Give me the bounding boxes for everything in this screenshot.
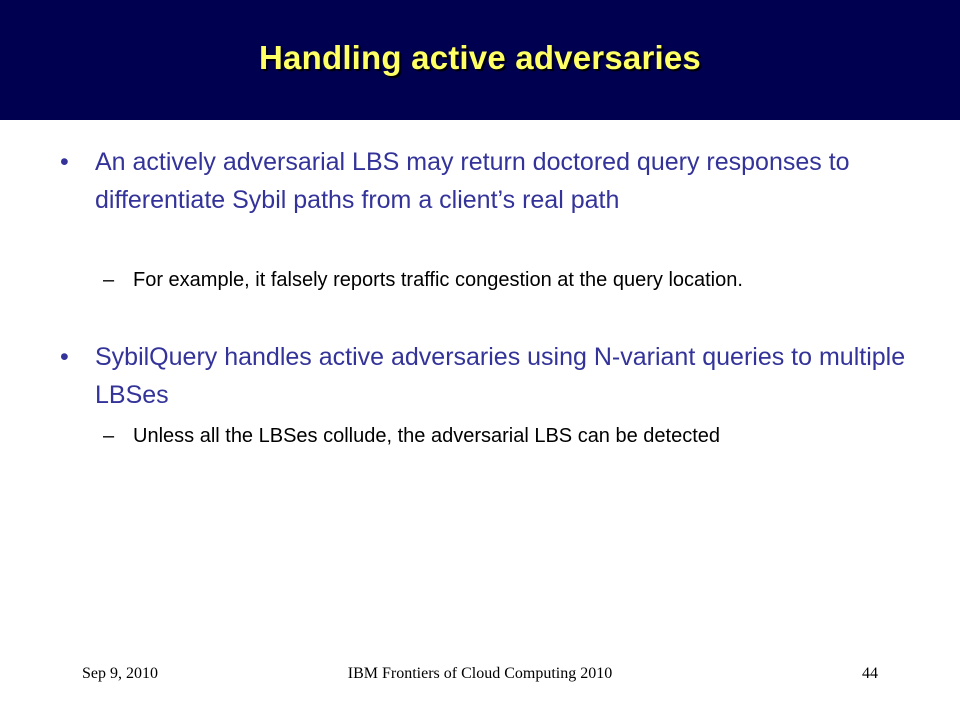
sub-bullet-1-text: For example, it falsely reports traffic congestion at the query location.: [133, 269, 743, 291]
bullet-2-text: SybilQuery handles active adversaries using N-variant queries to multiple LBSes: [95, 343, 906, 409]
page-number: 44: [862, 665, 878, 682]
footer-date: Sep 9, 2010: [82, 665, 158, 682]
bullet-1-text: An actively adversarial LBS may return doctored query responses to differentiate Sybil paths from a client’s real path: [95, 148, 850, 214]
sub-bullet-1: [103, 265, 903, 325]
bullet-1: [60, 143, 920, 257]
slide-title: Handling active adversaries: [259, 39, 701, 76]
footer-title: IBM Frontiers of Cloud Computing 2010: [347, 665, 613, 682]
bullet-glyph: •: [60, 148, 69, 176]
sub-bullet-2-text: Unless all the LBSes collude, the adversarial LBS can be detected: [133, 425, 721, 447]
sub-bullet-glyph: –: [103, 425, 115, 447]
bullet-2: [60, 338, 920, 414]
sub-bullet-glyph: –: [103, 269, 115, 291]
sub-bullet-2: [103, 421, 923, 451]
title-bar: [0, 0, 960, 120]
bullet-glyph: •: [60, 343, 69, 371]
